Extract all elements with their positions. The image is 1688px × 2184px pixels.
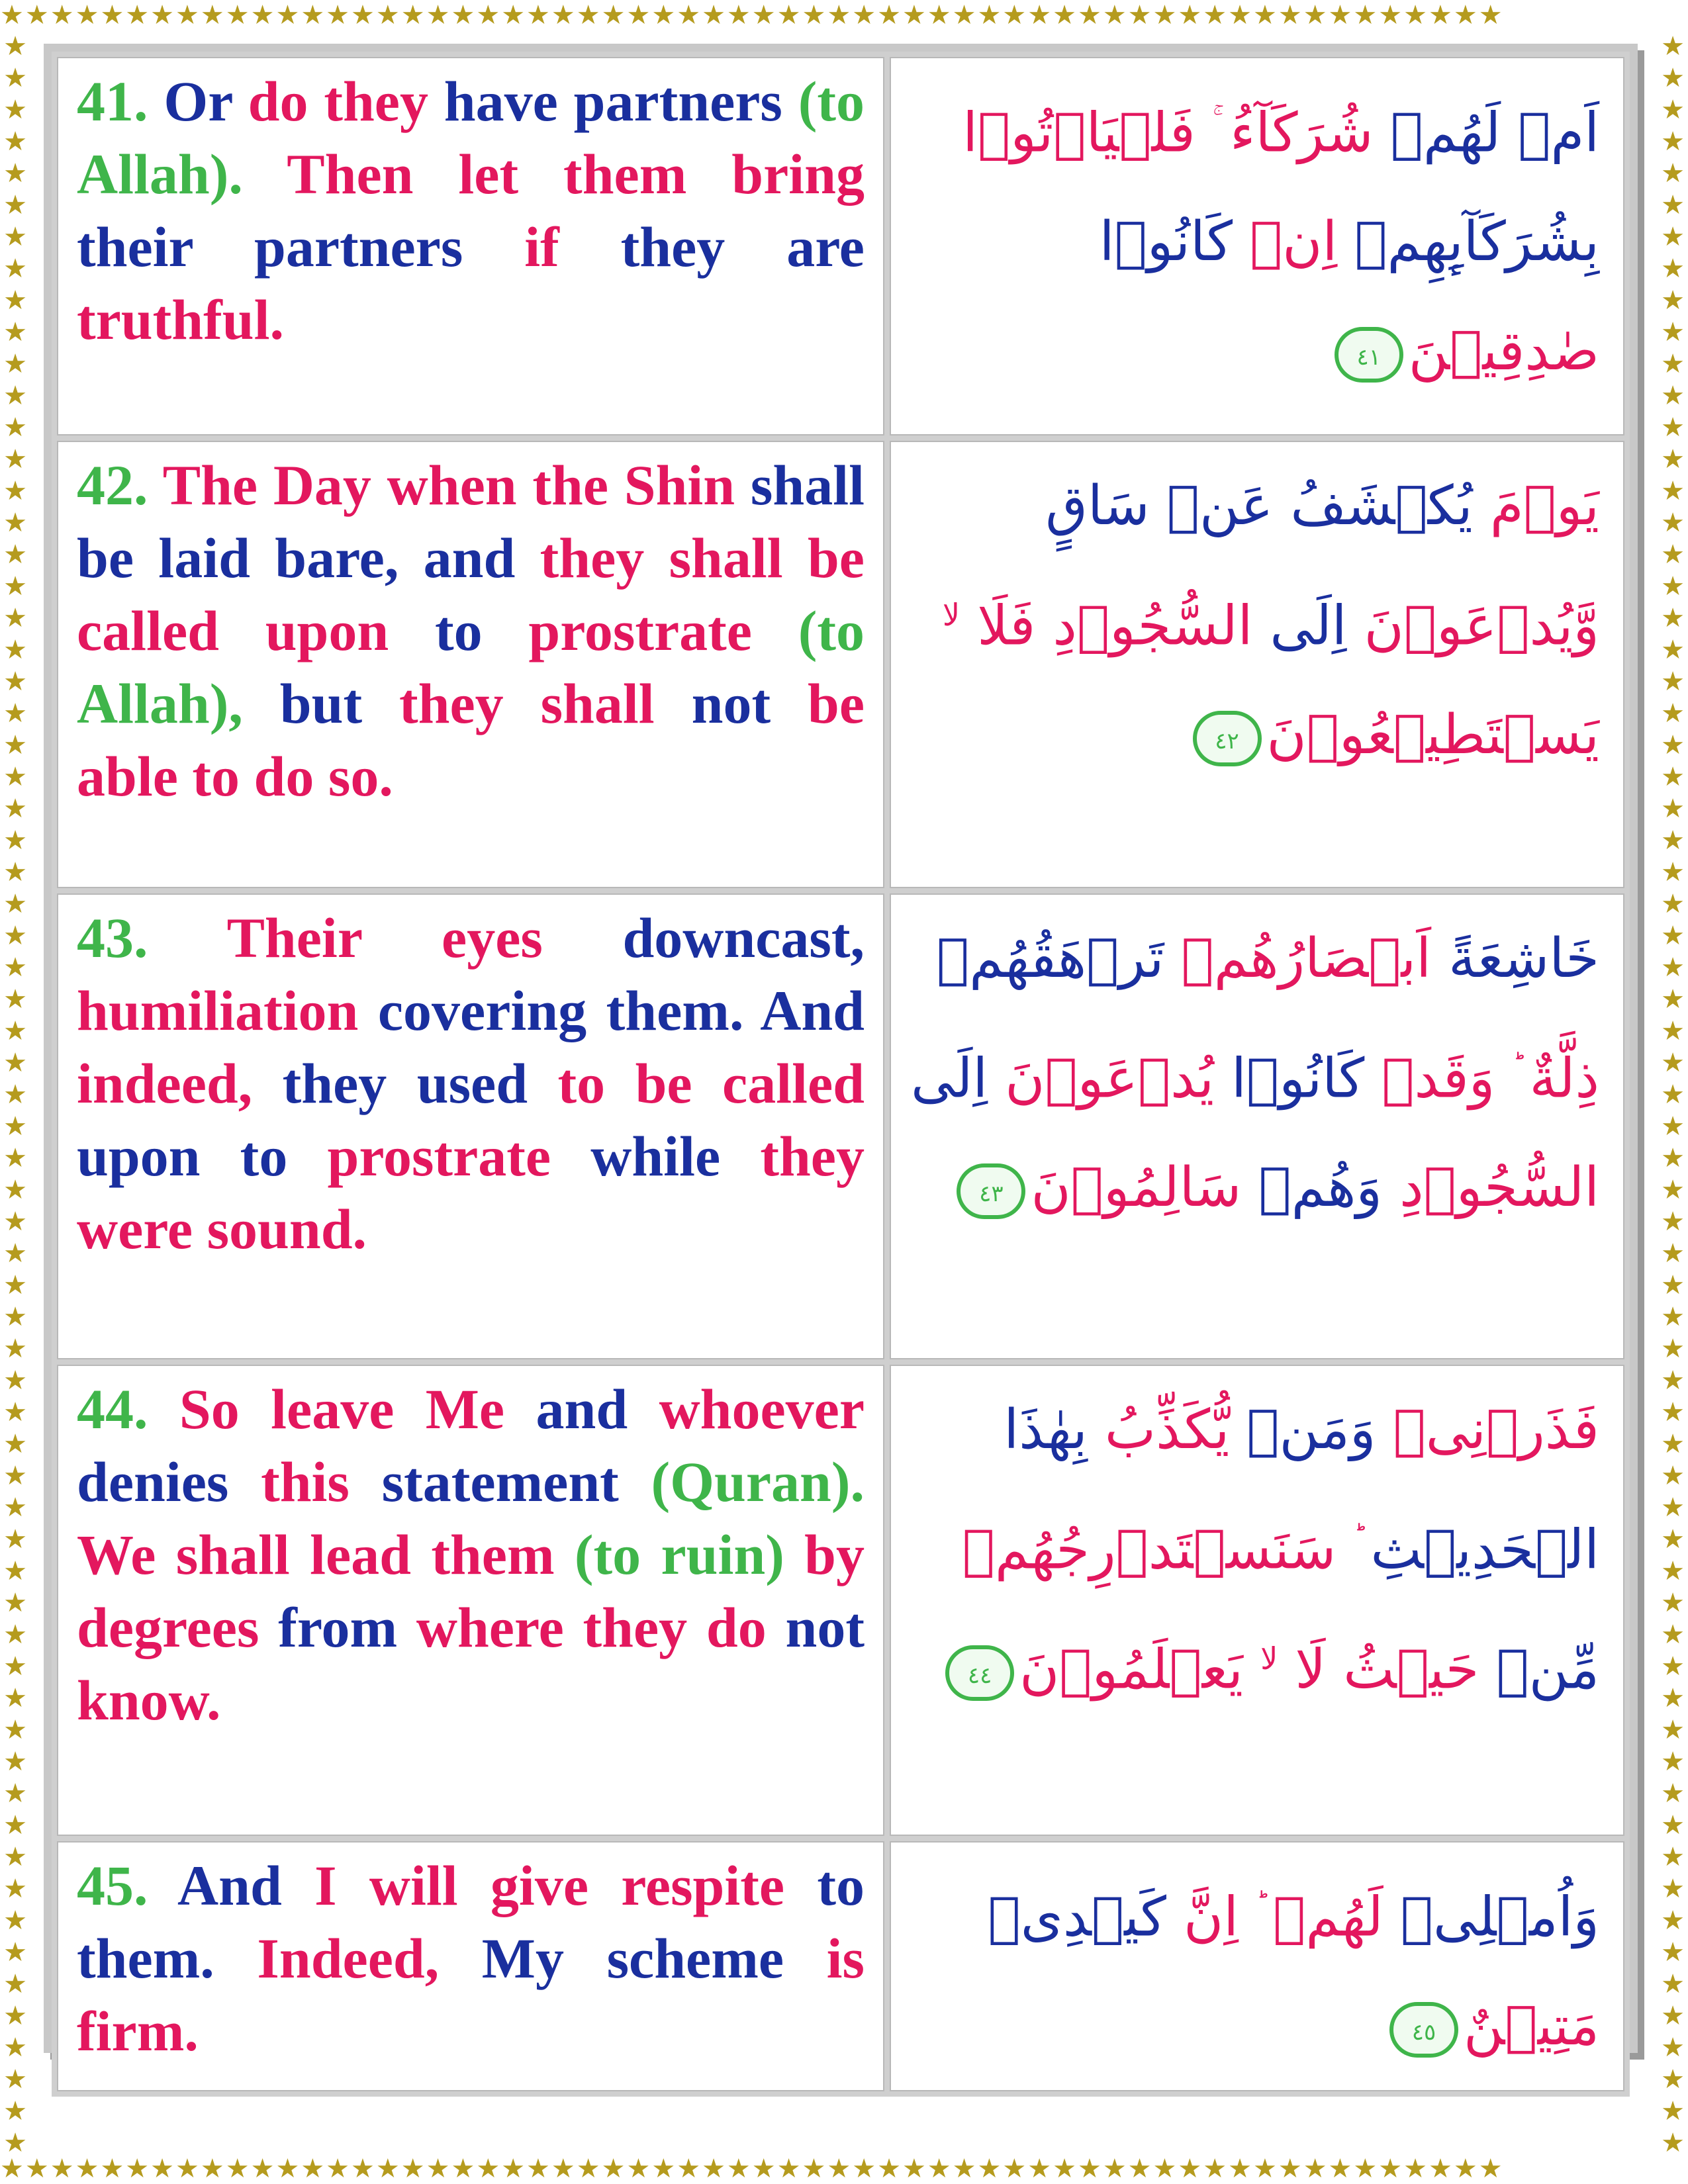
english-segment: this bbox=[261, 1450, 382, 1514]
english-segment: they were sound. bbox=[77, 1124, 865, 1261]
english-segment: not bbox=[785, 1596, 865, 1659]
english-segment: not bbox=[691, 672, 808, 735]
arabic-segment: مِّنۡ bbox=[1479, 1638, 1599, 1702]
english-segment: where they do bbox=[416, 1596, 786, 1659]
english-translation-45 bbox=[77, 1849, 865, 2068]
arabic-segment: سَنَسۡتَدۡرِجُهُمۡ bbox=[962, 1518, 1354, 1582]
english-translation-41 bbox=[77, 65, 865, 356]
arabic-segment: وَقَدۡ bbox=[1364, 1047, 1513, 1111]
english-translation-42 bbox=[77, 449, 865, 813]
english-segment: their partners bbox=[77, 215, 525, 279]
arabic-segment: كَانُوۡا bbox=[1099, 210, 1233, 274]
star-border-bottom: ★★★★★★★★★★★★★★★★★★★★★★★★★★★★★★★★★★★★★★★★★★★★★★★★★★★★★★★★★★★★ bbox=[0, 2154, 1504, 2183]
english-segment: while bbox=[590, 1124, 761, 1188]
verse-row-41 bbox=[57, 57, 1624, 435]
english-segment: by degrees bbox=[77, 1523, 865, 1659]
arabic-cell-42 bbox=[890, 441, 1624, 888]
english-cell-45 bbox=[57, 1841, 884, 2091]
english-segment: know. bbox=[77, 1668, 221, 1732]
english-segment: So leave Me bbox=[179, 1377, 536, 1441]
arabic-segment: وَمَنۡ bbox=[1229, 1398, 1376, 1461]
arabic-verse-41 bbox=[908, 68, 1599, 406]
arabic-cell-44 bbox=[890, 1365, 1624, 1836]
arabic-segment: اَبۡصَارُهُمۡ bbox=[1164, 927, 1432, 990]
english-segment: and bbox=[536, 1377, 659, 1441]
star-border-left: ★★★★★★★★★★★★★★★★★★★★★★★★★★★★★★★★★★★★★★★★★★★★★★★★★★★★★★★★★★★★★★★★★★★ bbox=[3, 31, 27, 2154]
arabic-cell-41 bbox=[890, 57, 1624, 435]
ayah-number-marker: ٤٥ bbox=[1389, 2002, 1458, 2058]
english-segment: have partners bbox=[444, 69, 798, 133]
english-segment: to be called bbox=[557, 1052, 865, 1115]
english-segment: from bbox=[278, 1596, 416, 1659]
english-cell-42 bbox=[57, 441, 884, 888]
english-segment: The Day when the Shin bbox=[162, 453, 751, 517]
ayah-number-marker: ٤١ bbox=[1335, 327, 1403, 383]
english-segment: Their eyes bbox=[226, 906, 623, 970]
arabic-segment: يَوۡمَ bbox=[1472, 475, 1599, 537]
verse-table bbox=[52, 52, 1630, 2097]
star-border-right: ★★★★★★★★★★★★★★★★★★★★★★★★★★★★★★★★★★★★★★★★★★★★★★★★★★★★★★★★★★★★★★★★★★★ bbox=[1661, 31, 1685, 2154]
ayah-number-marker: ٤٢ bbox=[1193, 711, 1262, 766]
english-segment: prostrate bbox=[327, 1124, 591, 1188]
arabic-segment: اِلَى bbox=[911, 1047, 988, 1111]
english-segment: (to Allah). bbox=[77, 69, 865, 206]
english-segment: to them. bbox=[77, 1854, 865, 1990]
arabic-segment: لا bbox=[942, 597, 961, 633]
english-segment: if bbox=[524, 215, 621, 279]
english-segment: denies bbox=[77, 1450, 261, 1514]
arabic-segment: ذِلَّةٌ bbox=[1512, 1047, 1599, 1111]
arabic-cell-45 bbox=[890, 1841, 1624, 2091]
arabic-verse-45 bbox=[908, 1852, 1599, 2081]
english-segment: (Quran). bbox=[651, 1450, 865, 1514]
arabic-segment: اَمۡ لَهُمۡ bbox=[1373, 101, 1599, 165]
arabic-segment: يَعۡلَمُوۡنَ bbox=[1019, 1638, 1261, 1702]
english-segment: (to Allah), bbox=[77, 599, 865, 735]
arabic-segment: صٰدِقِيۡنَ bbox=[1408, 320, 1599, 383]
arabic-verse-43 bbox=[908, 904, 1599, 1242]
english-segment: I will give respite bbox=[314, 1854, 818, 1917]
arabic-segment: وَهُمۡ bbox=[1241, 1156, 1382, 1220]
verse-row-45 bbox=[57, 1841, 1624, 2091]
arabic-segment: كَانُوۡا bbox=[1214, 1047, 1365, 1111]
english-segment: shall be laid bare, and bbox=[77, 453, 865, 590]
arabic-segment: فَلۡيَاۡتُوۡا bbox=[962, 101, 1213, 165]
english-segment: Or bbox=[164, 69, 248, 133]
english-segment: do they bbox=[248, 69, 444, 133]
english-segment: And bbox=[177, 1854, 315, 1917]
arabic-segment: كَيۡدِىۡ bbox=[988, 1886, 1166, 1949]
english-cell-41 bbox=[57, 57, 884, 435]
english-segment: whoever bbox=[659, 1377, 865, 1441]
arabic-verse-42 bbox=[908, 451, 1599, 790]
english-segment: 41. bbox=[77, 69, 164, 133]
arabic-segment: اِنَّ bbox=[1166, 1886, 1256, 1949]
english-segment: statement bbox=[381, 1450, 651, 1514]
arabic-segment: يُدۡعَوۡنَ bbox=[988, 1047, 1215, 1111]
english-segment: upon to bbox=[77, 1124, 328, 1188]
english-segment: downcast, bbox=[622, 906, 865, 970]
arabic-segment: يُّكَذِّبُ bbox=[1087, 1398, 1230, 1461]
arabic-segment: مَتِيۡنٌ bbox=[1463, 1995, 1599, 2058]
arabic-segment: سَالِمُوۡنَ bbox=[1031, 1156, 1242, 1220]
arabic-segment: اِلَى bbox=[1252, 594, 1347, 658]
arabic-segment: فَلَا bbox=[960, 594, 1036, 658]
english-segment: My scheme bbox=[481, 1927, 827, 1990]
english-segment: covering them. And bbox=[377, 979, 865, 1042]
english-segment: is firm. bbox=[77, 1927, 865, 2063]
english-segment: they used bbox=[282, 1052, 558, 1115]
english-segment: 44. bbox=[77, 1377, 179, 1441]
english-cell-44 bbox=[57, 1365, 884, 1836]
arabic-segment: بِشُرَكَآٮِٕهِمۡ bbox=[1337, 210, 1599, 274]
english-segment: (to ruin) bbox=[574, 1523, 805, 1586]
english-segment: they shall bbox=[399, 672, 692, 735]
arabic-segment: السُّجُوۡدِ bbox=[1035, 594, 1253, 658]
arabic-segment: خَاشِعَةً bbox=[1431, 927, 1599, 990]
english-translation-43 bbox=[77, 901, 865, 1265]
english-segment: We shall lead them bbox=[77, 1523, 575, 1586]
english-segment: humiliation bbox=[77, 979, 378, 1042]
english-segment: they shall be called upon bbox=[77, 526, 865, 662]
arabic-cell-43 bbox=[890, 893, 1624, 1359]
arabic-segment: السُّجُوۡدِ bbox=[1382, 1156, 1599, 1220]
english-segment: indeed, bbox=[77, 1052, 283, 1115]
verse-row-44 bbox=[57, 1365, 1624, 1836]
ayah-number-marker: ٤٤ bbox=[945, 1645, 1014, 1701]
english-segment: Indeed, bbox=[257, 1927, 482, 1990]
english-cell-43 bbox=[57, 893, 884, 1359]
english-segment: truthful. bbox=[77, 288, 284, 351]
star-border-top: ★★★★★★★★★★★★★★★★★★★★★★★★★★★★★★★★★★★★★★★★★★★★★★★★★★★★★★★★★★★★ bbox=[0, 0, 1504, 30]
english-segment: be able to do so. bbox=[77, 672, 865, 808]
english-segment: they are bbox=[620, 215, 865, 279]
arabic-segment: اِنۡ bbox=[1233, 210, 1338, 274]
verse-row-42 bbox=[57, 441, 1624, 888]
arabic-segment: وَاُمۡلِىۡ bbox=[1383, 1886, 1599, 1949]
arabic-segment: يُكۡشَفُ عَنۡ سَاقٍ bbox=[1045, 475, 1473, 537]
english-segment: 45. bbox=[77, 1854, 178, 1917]
english-segment: to bbox=[434, 599, 529, 662]
english-segment: but bbox=[279, 672, 400, 735]
arabic-segment: حَيۡثُ لَا bbox=[1278, 1638, 1479, 1702]
arabic-segment: بِهٰذَا الۡحَدِيۡثِ bbox=[1004, 1398, 1599, 1582]
arabic-segment: لا bbox=[1260, 1641, 1278, 1677]
english-translation-44 bbox=[77, 1373, 865, 1737]
arabic-segment: وَّيُدۡعَوۡنَ bbox=[1346, 594, 1599, 658]
arabic-segment: لَهُمۡ bbox=[1256, 1886, 1383, 1949]
english-segment: 43. bbox=[77, 906, 227, 970]
ayah-number-marker: ٤٣ bbox=[957, 1163, 1025, 1219]
verse-row-43 bbox=[57, 893, 1624, 1359]
english-segment: 42. bbox=[77, 453, 163, 517]
arabic-verse-44 bbox=[908, 1375, 1599, 1725]
arabic-segment: يَسۡتَطِيۡعُوۡنَ bbox=[1266, 704, 1599, 767]
arabic-segment: شُرَكَآءُ bbox=[1212, 101, 1374, 165]
english-segment: prostrate bbox=[528, 599, 798, 662]
arabic-segment: تَرۡهَقُهُمۡ bbox=[936, 927, 1164, 990]
arabic-segment: فَذَرۡنِىۡ bbox=[1376, 1398, 1599, 1461]
english-segment: Then let them bring bbox=[287, 142, 865, 206]
